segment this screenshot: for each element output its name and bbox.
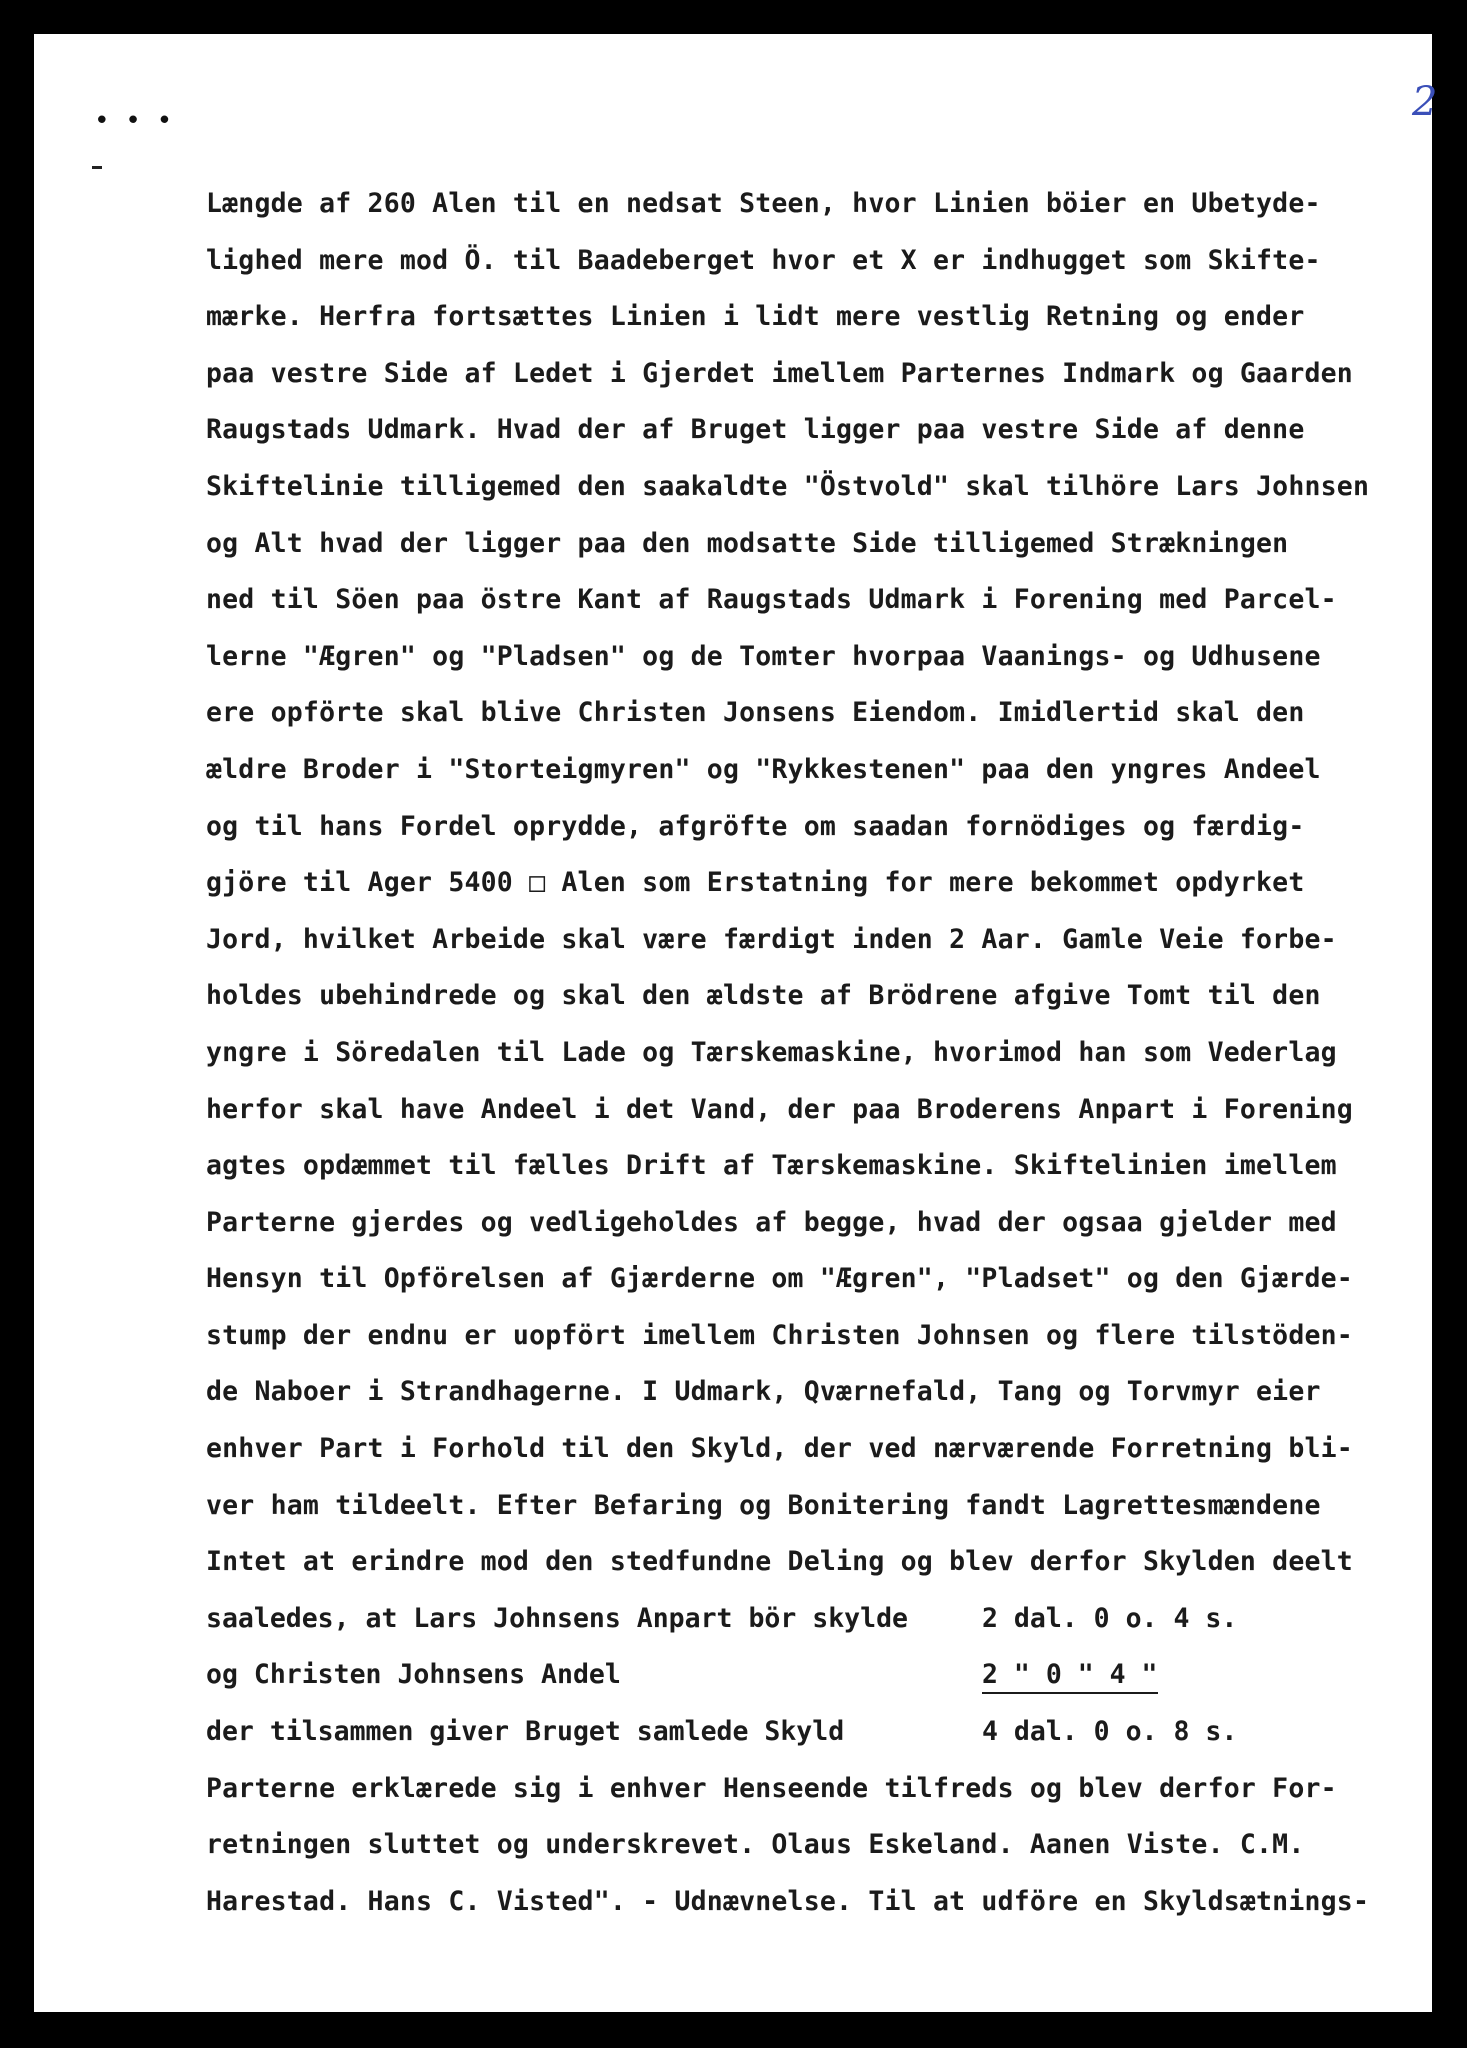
text-line: ned til Söen paa östre Kant af Raugstads Udmark i Forening med Parcel- — [206, 584, 1337, 616]
text-line: yngre i Söredalen til Lade og Tærskemaskine, hvorimod han som Vederlag — [206, 1036, 1337, 1068]
text-line: Intet at erindre mod den stedfundne Deling og blev derfor Skylden deelt — [206, 1546, 1353, 1578]
text-line: ver ham tildeelt. Efter Befaring og Bonitering fandt Lagrettesmændene — [206, 1489, 1321, 1521]
text-line: stump der endnu er uopfört imellem Christen Johnsen og flere tilstöden- — [206, 1319, 1353, 1351]
text-line: enhver Part i Forhold til den Skyld, der ved nærværende Forretning bli- — [206, 1433, 1353, 1465]
text-line: Harestad. Hans C. Visted". - Udnævnelse. Til at udföre en Skyldsætnings- — [206, 1885, 1370, 1917]
text-line: og til hans Fordel oprydde, afgröfte om saadan fornödiges og færdig- — [206, 810, 1305, 842]
text-line: Hensyn til Opförelsen af Gjærderne om "Ægren", "Pladset" og den Gjærde- — [206, 1263, 1353, 1295]
margin-marks: • • • — [94, 106, 173, 136]
page-number: 2 — [1412, 79, 1438, 125]
text-line: agtes opdæmmet til fælles Drift af Tærskemaskine. Skiftelinien imellem — [206, 1150, 1337, 1182]
text-line: retningen sluttet og underskrevet. Olaus Eskeland. Aanen Viste. C.M. — [206, 1829, 1305, 1861]
text-line: og Alt hvad der ligger paa den modsatte Side tilligemed Strækningen — [206, 527, 1289, 559]
text-line: lerne "Ægren" og "Pladsen" og de Tomter hvorpaa Vaanings- og Udhusene — [206, 640, 1321, 672]
text-line: gjöre til Ager 5400 □ Alen som Erstatning for mere bekommet opdyrket — [206, 867, 1305, 899]
text-line: de Naboer i Strandhagerne. I Udmark, Qværnefald, Tang og Torvmyr eier — [206, 1376, 1321, 1408]
text-line: ældre Broder i "Storteigmyren" og "Rykkestenen" paa den yngres Andeel — [206, 753, 1321, 785]
amount-value: 2 " 0 " 4 " — [982, 1659, 1158, 1694]
text-line: lighed mere mod Ö. til Baadeberget hvor et X er indhugget som Skifte- — [206, 244, 1321, 276]
margin-dash — [92, 166, 102, 169]
amount-label: og Christen Johnsens Andel — [206, 1659, 621, 1691]
text-line: mærke. Herfra fortsættes Linien i lidt mere vestlig Retning og ender — [206, 301, 1305, 333]
text-line: Skiftelinie tilligemed den saakaldte "Östvold" skal tilhöre Lars Johnsen — [206, 470, 1370, 502]
amount-row-christen — [206, 1659, 1432, 1716]
text-line: Parterne gjerdes og vedligeholdes af begge, hvad der ogsaa gjelder med — [206, 1206, 1337, 1238]
body-text — [206, 188, 1432, 1942]
text-line: ere opförte skal blive Christen Jonsens Eiendom. Imidlertid skal den — [206, 697, 1305, 729]
amount-label: der tilsammen giver Bruget samlede Skyld — [206, 1716, 845, 1748]
amount-row-lars — [206, 1603, 1432, 1660]
amount-label: saaledes, at Lars Johnsens Anpart bör skylde — [206, 1602, 908, 1634]
text-line: holdes ubehindrede og skal den ældste af Brödrene afgive Tomt til den — [206, 980, 1321, 1012]
text-line: Længde af 260 Alen til en nedsat Steen, hvor Linien böier en Ubetyde- — [206, 188, 1321, 219]
amount-value: 4 dal. 0 o. 8 s. — [982, 1716, 1238, 1748]
text-line: Jord, hvilket Arbeide skal være færdigt inden 2 Aar. Gamle Veie forbe- — [206, 923, 1337, 955]
text-line: herfor skal have Andeel i det Vand, der paa Broderens Anpart i Forening — [206, 1093, 1353, 1125]
amount-row-total — [206, 1716, 1432, 1773]
text-line: paa vestre Side af Ledet i Gjerdet imellem Parternes Indmark og Gaarden — [206, 357, 1353, 389]
text-line: Parterne erklærede sig i enhver Henseende tilfreds og blev derfor For- — [206, 1772, 1337, 1804]
text-line: Raugstads Udmark. Hvad der af Bruget ligger paa vestre Side af denne — [206, 414, 1305, 446]
amount-value: 2 dal. 0 o. 4 s. — [982, 1602, 1238, 1634]
